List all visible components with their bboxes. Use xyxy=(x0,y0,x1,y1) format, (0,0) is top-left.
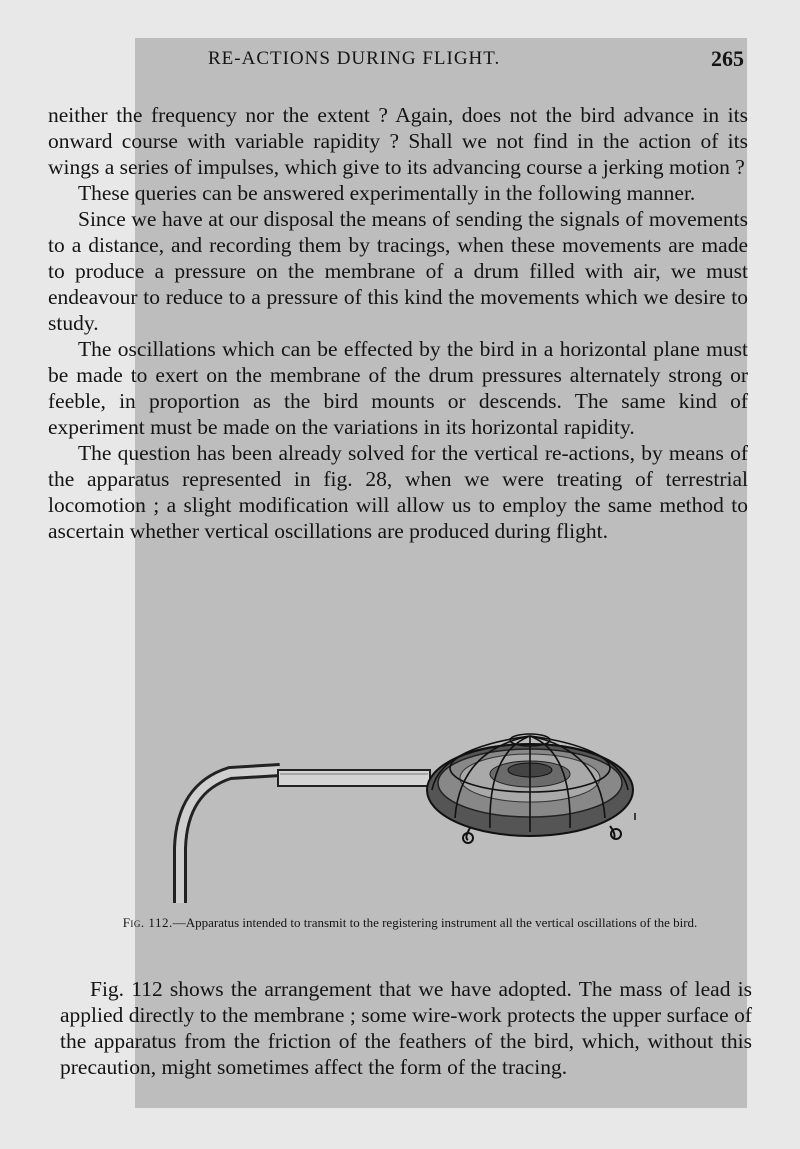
body-text xyxy=(48,102,748,544)
paragraph: Since we have at our disposal the means of sending the signals of movements to a distance, and recording them by tracings, when these movements are made to produce a pressure on the membrane of a drum filled with air, we must endeavour to reduce to a pressure of this kind the movements which we desire to study. xyxy=(48,207,748,335)
paragraph: The oscillations which can be effected by the bird in a horizontal plane must be made to exert on the membrane of the drum pressures alternately strong or feeble, in proportion as the bird mounts or descends. The same kind of experiment must be made on the variations in its horizontal rapidity. xyxy=(48,337,748,439)
paragraph: Fig. 112 shows the arrangement that we have adopted. The mass of lead is applied directly to the membrane ; some wire-work protects the upper surface of the apparatus from the friction of the feathers of the bird, which, without this precaution, might sometimes affect the form of the tracing. xyxy=(60,977,752,1079)
paragraph: The question has been already solved for the vertical re-actions, by means of the apparatus represented in fig. 28, when we were treating of terrestrial locomotion ; a slight modification will allow us to employ the same method to ascertain whether vertical oscillations are produced during flight. xyxy=(48,441,748,543)
paragraph: neither the frequency nor the extent ? Again, does not the bird advance in its onward course with variable rapidity ? Shall we not find in the action of its wings a series of impulses, which give to its advancing course a jerking motion ? xyxy=(48,103,748,179)
page-number: 265 xyxy=(711,46,744,71)
body-text-after-figure xyxy=(60,976,752,1080)
caption-label: Fig. 112. xyxy=(122,915,173,930)
page-header xyxy=(48,48,748,76)
figure-caption xyxy=(90,915,730,930)
apparatus-illustration xyxy=(170,728,640,908)
paragraph: These queries can be answered experimentally in the following manner. xyxy=(78,181,696,205)
figure-apparatus xyxy=(170,728,640,908)
running-head: RE-ACTIONS DURING FLIGHT. xyxy=(208,48,501,69)
caption-text: —Apparatus intended to transmit to the registering instrument all the vertical oscillations of the bird. xyxy=(172,915,698,930)
